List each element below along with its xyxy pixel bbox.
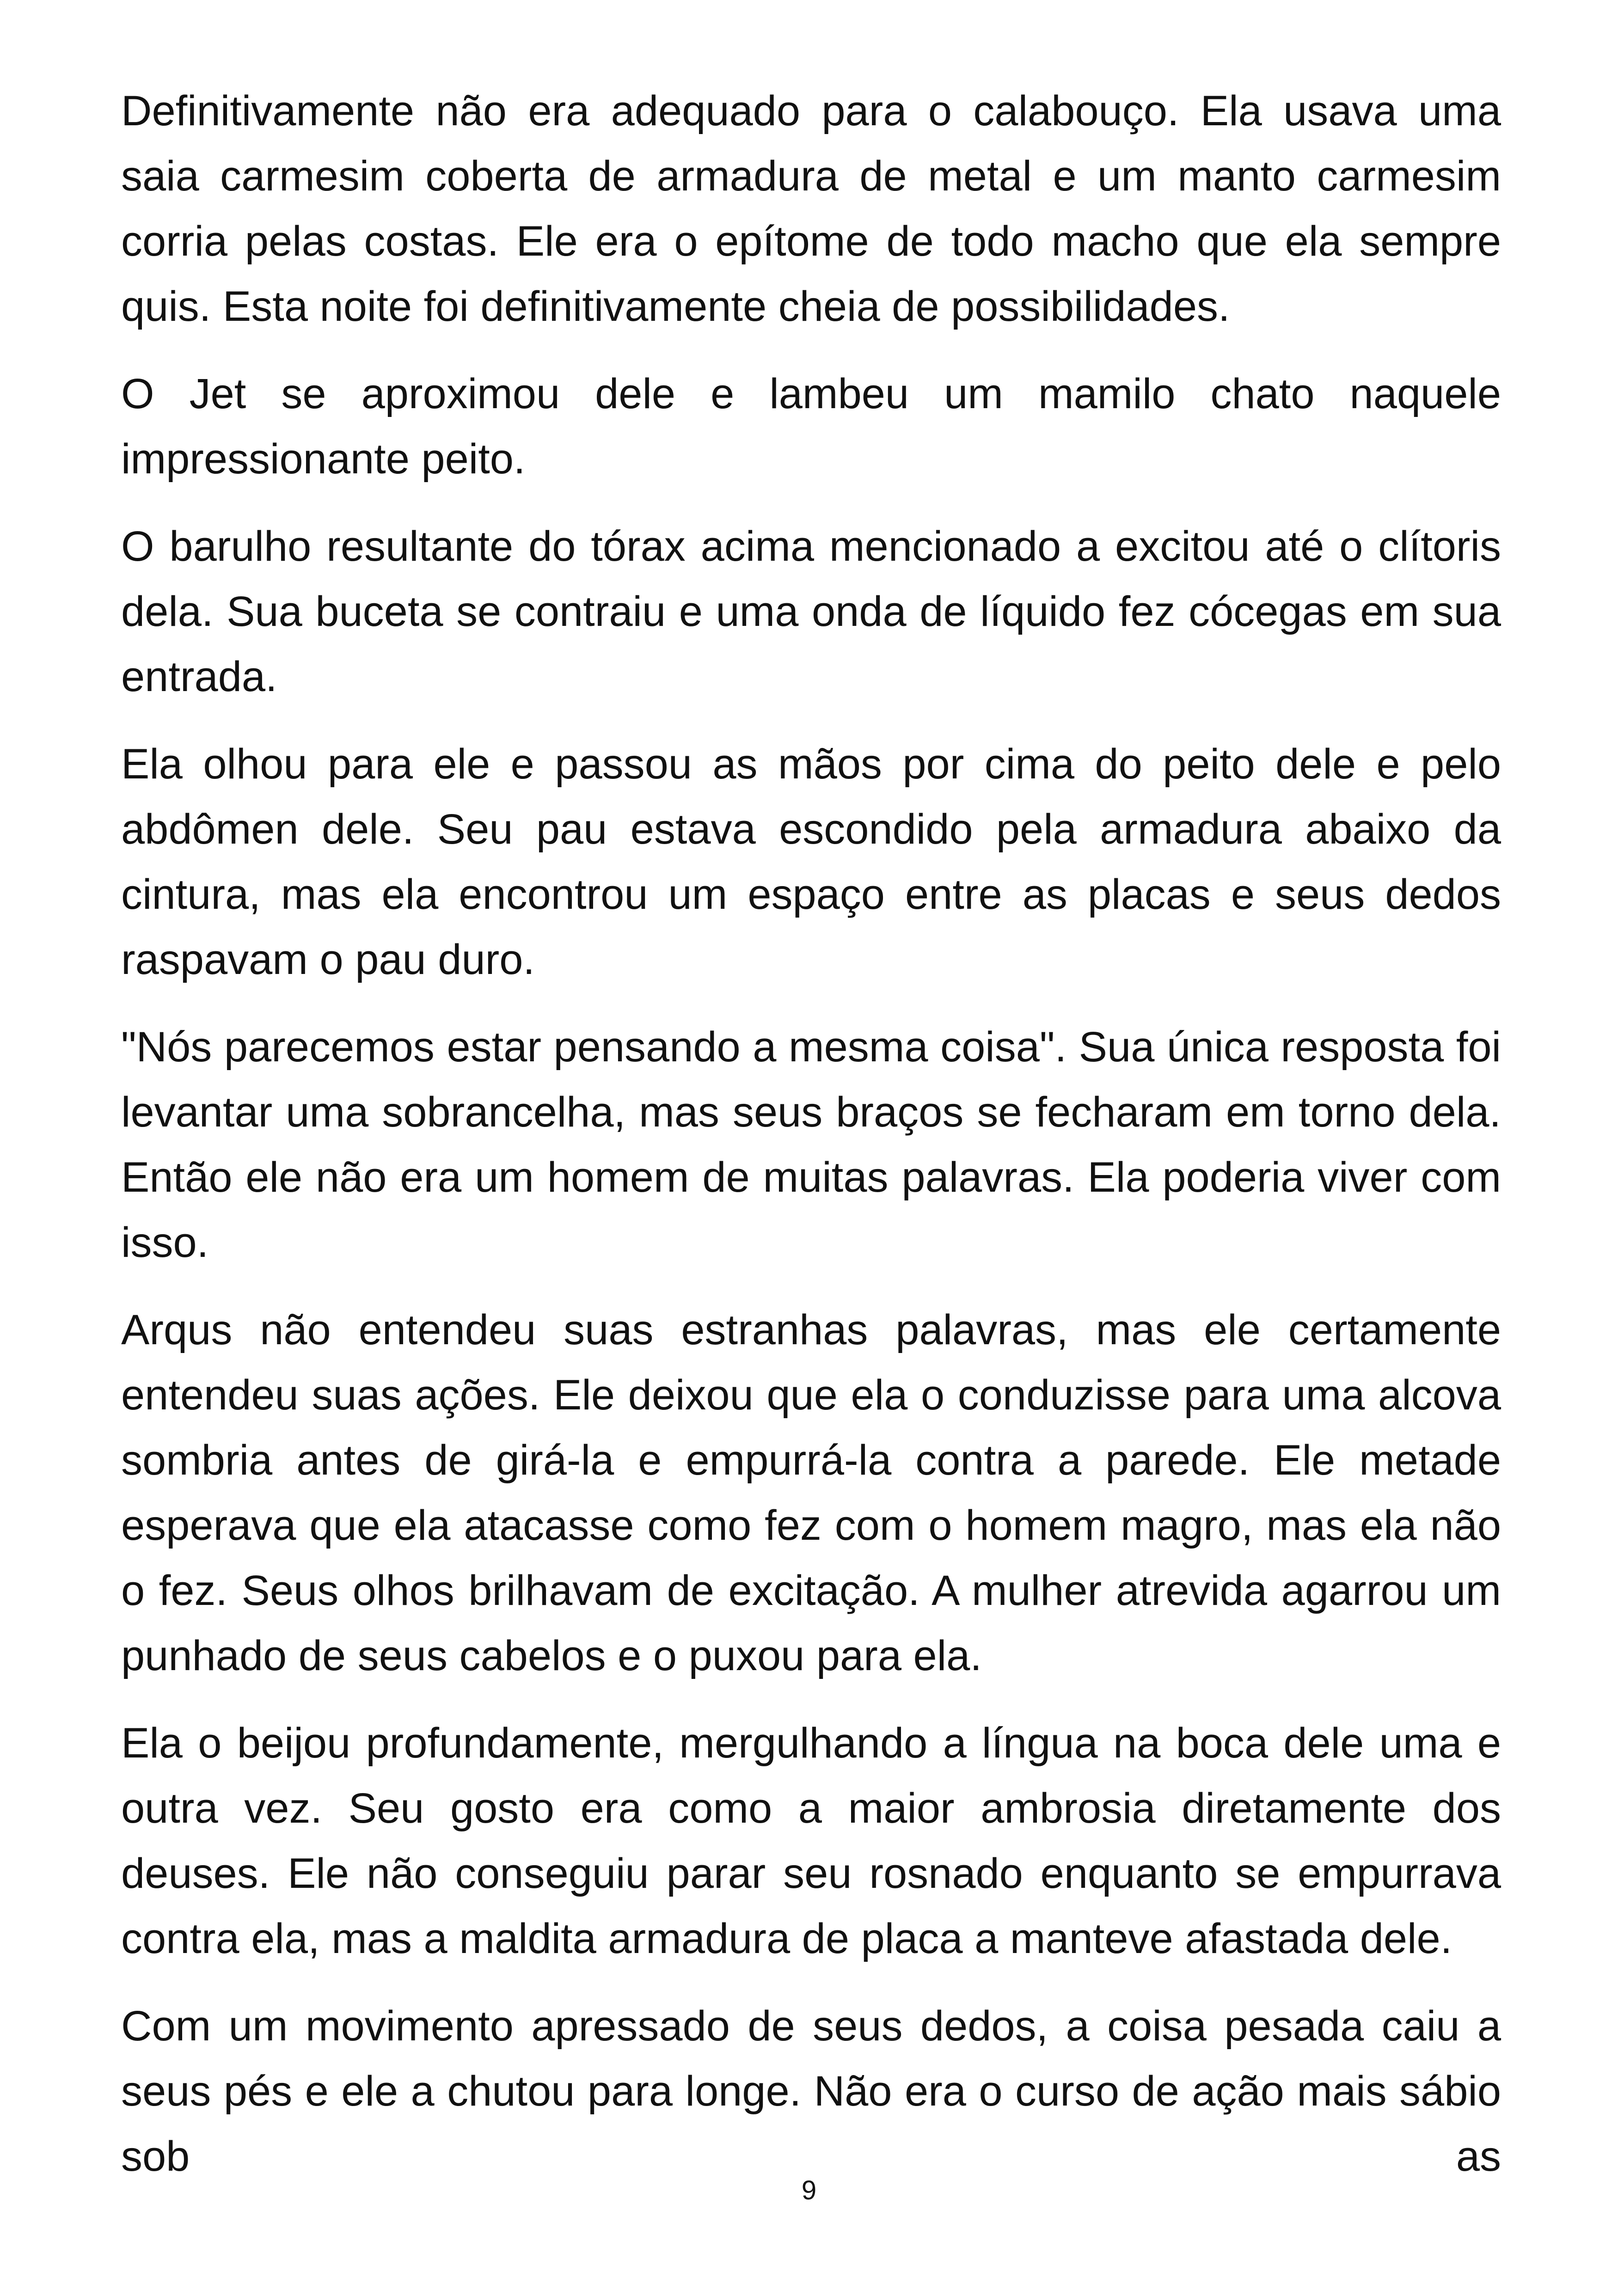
- body-text: [121, 79, 1501, 2211]
- paragraph-6: Arqus não entendeu suas estranhas palavras, mas ele certamente entendeu suas ações. Ele deixou que ela o conduzisse para uma alcova sombria antes de girá-la e empurrá-la contra a parede. Ele metade esperava que ela atacasse como fez com o homem magro, mas ela não o fez. Seus olhos brilhavam de excitação. A mulher atrevida agarrou um punhado de seus cabelos e o puxou para ela.: [121, 1306, 1501, 1679]
- paragraph-1: Definitivamente não era adequado para o calabouço. Ela usava uma saia carmesim coberta de armadura de metal e um manto carmesim corria pelas costas. Ele era o epítome de todo macho que ela sempre quis. Esta noite foi definitivamente cheia de possibilidades.: [121, 87, 1501, 330]
- paragraph-3: O barulho resultante do tórax acima mencionado a excitou até o clítoris dela. Sua buceta se contraiu e uma onda de líquido fez cócegas em sua entrada.: [121, 523, 1501, 700]
- paragraph-5: "Nós parecemos estar pensando a mesma coisa". Sua única resposta foi levantar uma sobrancelha, mas seus braços se fecharam em torno dela. Então ele não era um homem de muitas palavras. Ela poderia viver com isso.: [121, 1023, 1501, 1266]
- paragraph-8: Com um movimento apressado de seus dedos, a coisa pesada caiu a seus pés e ele a chutou para longe. Não era o curso de ação mais sábio sob as: [121, 2002, 1501, 2180]
- paragraph-7: Ela o beijou profundamente, mergulhando a língua na boca dele uma e outra vez. Seu gosto era como a maior ambrosia diretamente dos deuses. Ele não conseguiu parar seu rosnado enquanto se empurrava contra ela, mas a maldita armadura de placa a manteve afastada dele.: [121, 1720, 1501, 1962]
- paragraph-4: Ela olhou para ele e passou as mãos por cima do peito dele e pelo abdômen dele. Seu pau estava escondido pela armadura abaixo da cintura, mas ela encontrou um espaço entre as placas e seus dedos raspavam o pau duro.: [121, 741, 1501, 983]
- page-number: 9: [801, 2175, 817, 2205]
- paragraph-2: O Jet se aproximou dele e lambeu um mamilo chato naquele impressionante peito.: [121, 370, 1501, 483]
